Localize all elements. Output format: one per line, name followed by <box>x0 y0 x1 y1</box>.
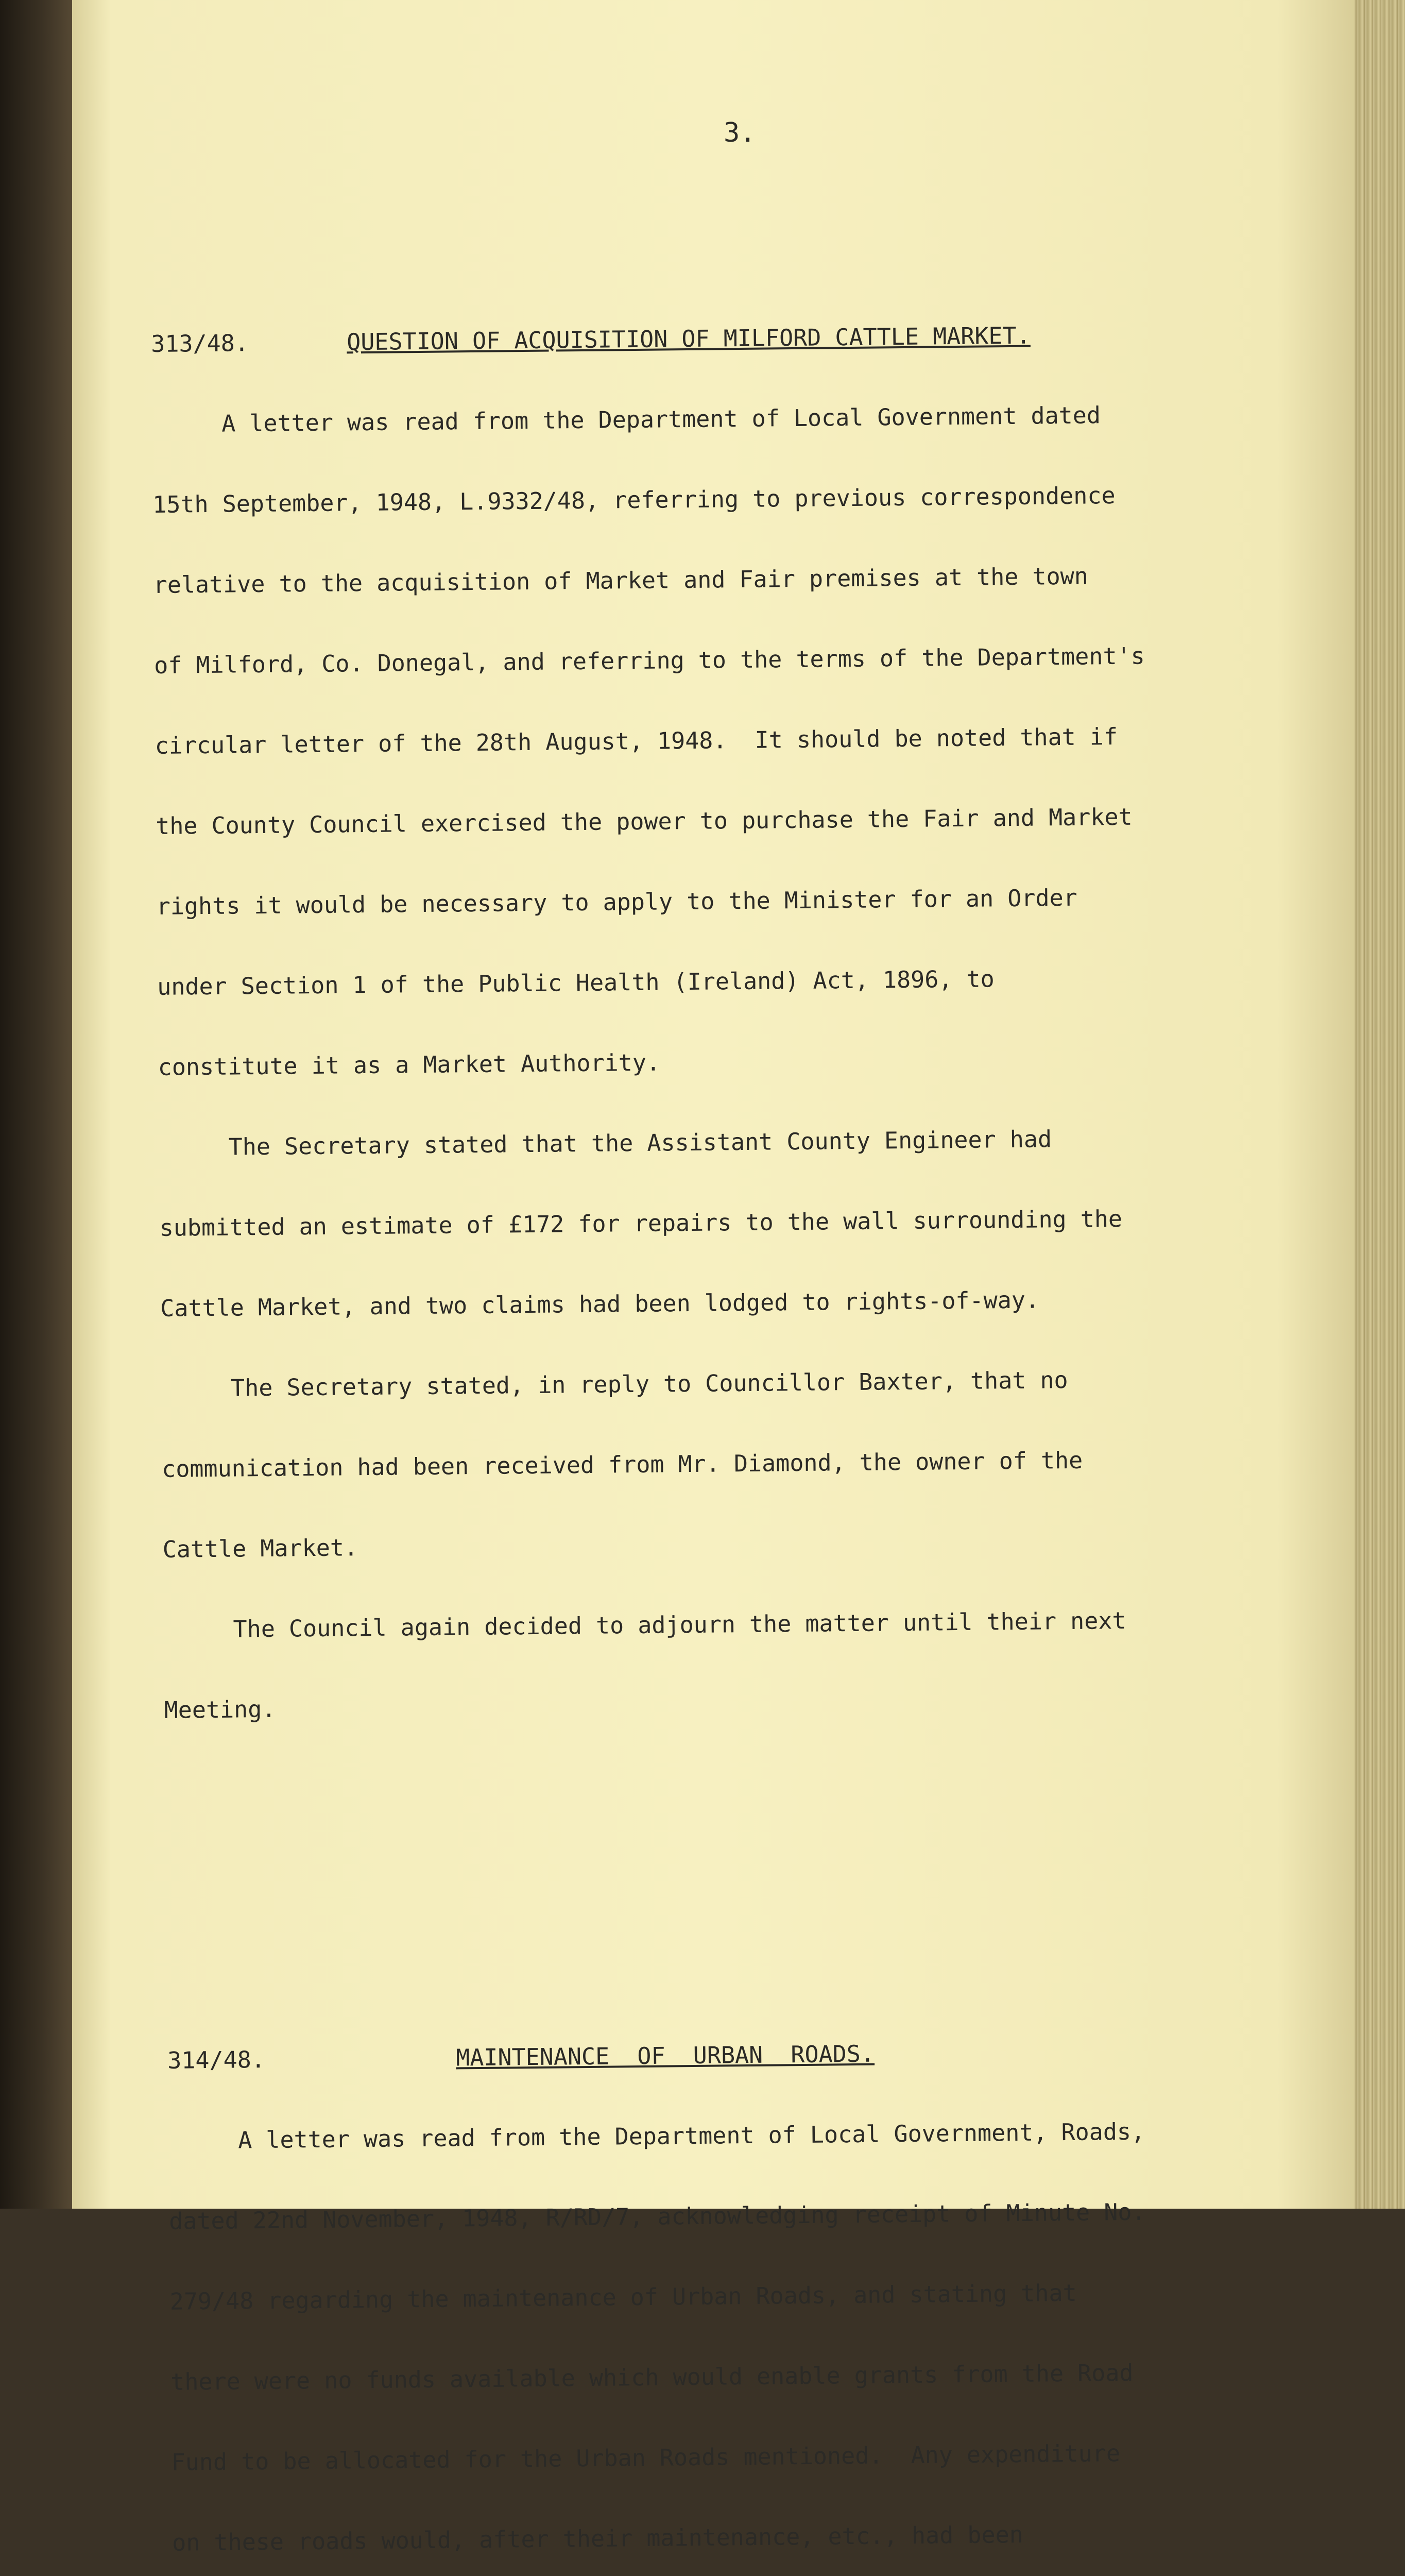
minute-section-313 <box>150 266 1298 1777</box>
text-line: communication had been received from Mr. Diamond, the owner of the <box>161 1446 1083 1483</box>
text-line: The Secretary stated, in reply to Councillor Baxter, that no <box>161 1366 1068 1402</box>
book-spine <box>0 0 77 2209</box>
text-line: 15th September, 1948, L.9332/48, referring to previous correspondence <box>152 482 1116 518</box>
text-line: constitute it as a Market Authority. <box>158 1048 661 1081</box>
page-edges <box>1348 0 1405 2209</box>
minute-section-314 <box>167 1983 1317 2576</box>
text-line: Fund to be allocated for the Urban Roads mentioned. Any expenditure <box>171 2439 1121 2476</box>
section-title: MAINTENANCE OF URBAN ROADS. <box>455 2040 875 2072</box>
section-heading <box>151 320 1284 358</box>
text-line: rights it would be necessary to apply to the Minister for an Order <box>156 884 1077 920</box>
minute-number: 314/48. <box>167 2046 266 2074</box>
text-line: of Milford, Co. Donegal, and referring to the terms of the Department's <box>153 642 1145 679</box>
section-title: QUESTION OF ACQUISITION OF MILFORD CATTLE MARKET. <box>346 321 1031 356</box>
minutes-page <box>72 0 1355 2556</box>
text-line: the County Council exercised the power to purchase the Fair and Market <box>155 803 1133 840</box>
text-line: 279/48 regarding the maintenance of Urban Roads, and stating that <box>169 2279 1077 2315</box>
text-line: Cattle Market, and two claims had been lodged to rights-of-way. <box>160 1286 1040 1322</box>
text-line: The Secretary stated that the Assistant County Engineer had <box>158 1125 1052 1161</box>
text-line: relative to the acquisition of Market and Fair premises at the town <box>153 562 1089 599</box>
text-line: A letter was read from the Department of Local Government, Roads, <box>168 2117 1145 2155</box>
text-line: Cattle Market. <box>162 1534 358 1563</box>
text-line: A letter was read from the Department of Local Government dated <box>151 401 1101 438</box>
section-heading <box>167 2037 1300 2074</box>
text-line: there were no funds available which would enable grants from the Road <box>170 2359 1134 2396</box>
text-line: circular letter of the 28th August, 1948. It should be noted that if <box>155 723 1118 759</box>
text-line: dated 22nd November, 1948, R/RD/7, acknowledging receipt of Minute No. <box>168 2198 1146 2235</box>
text-line: on these roads would, after their maintenance, etc., had been <box>172 2520 1024 2556</box>
text-line: submitted an estimate of £172 for repairs to the wall surrounding the <box>159 1205 1123 1242</box>
minutes-text <box>149 159 1344 2576</box>
minute-number: 313/48. <box>150 329 249 358</box>
text-line: The Council again decided to adjourn the matter until their next <box>163 1606 1126 1643</box>
text-line: under Section 1 of the Public Health (Ireland) Act, 1896, to <box>157 965 995 1001</box>
text-line: Meeting. <box>164 1695 276 1724</box>
page-number: 3. <box>724 117 756 148</box>
